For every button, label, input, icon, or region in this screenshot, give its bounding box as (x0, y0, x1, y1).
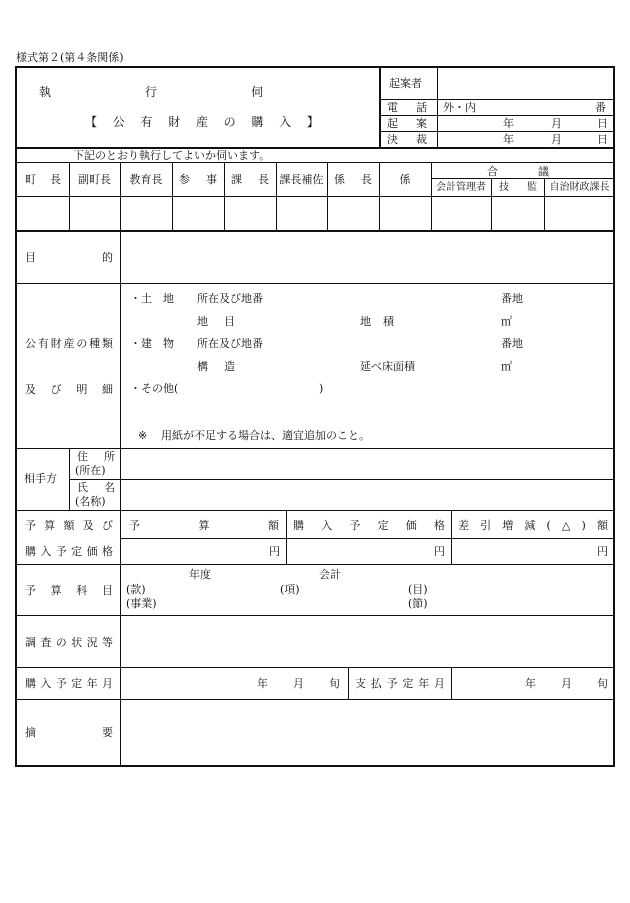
building-banchi: 番地 (501, 337, 523, 350)
stamp-kenkan: 技 監 (499, 182, 537, 193)
diff-header: 差 引 増 減 ( △ ) 額 (458, 519, 608, 532)
subject-jigyo: (事業) (126, 597, 157, 610)
purpose-label: 目 的 (25, 251, 113, 264)
subject-label: 予 算 科 目 (25, 584, 113, 597)
party-label: 相手方 (24, 472, 57, 485)
decision-nichi: 日 (597, 133, 608, 146)
draft-label: 起 案 (387, 117, 427, 130)
party-name: 氏 名 (77, 481, 115, 494)
draft-nichi: 日 (597, 117, 608, 130)
land-chiseki: 地 積 (360, 315, 394, 328)
land-m2: ㎡ (501, 315, 512, 328)
note-mark: ※ (138, 429, 148, 442)
draft-nen: 年 (503, 117, 514, 130)
subject-kan: (款) (126, 583, 146, 596)
stamp-kaikei: 会計管理者 (436, 182, 486, 193)
building-m2: ㎡ (501, 360, 512, 373)
subject-kou: (項) (280, 583, 300, 596)
stamp-kakaricho: 係 長 (334, 173, 372, 186)
pay-gatsu: 月 (561, 677, 572, 690)
stamp-jichi: 自治財政課長 (549, 182, 610, 193)
subject-setsu: (節) (408, 597, 428, 610)
decision-label: 決 裁 (387, 133, 427, 146)
planned-yen: 円 (434, 545, 445, 558)
planned-price-header: 購 入 予 定 価 格 (293, 519, 445, 532)
decision-gatsu: 月 (551, 133, 562, 146)
note-text: 用紙が不足する場合は、適宜追加のこと。 (161, 429, 370, 442)
party-name-sub: (名称) (75, 495, 106, 508)
subject-moku: (目) (408, 583, 428, 596)
building-kozo: 構 造 (197, 360, 235, 373)
stamp-sanji: 参 事 (179, 173, 217, 186)
budget-yen: 円 (269, 545, 280, 558)
budget-amount-header: 予 算 額 (129, 519, 279, 532)
stamp-aigi: 合 議 (487, 165, 549, 178)
stamp-kakari: 係 (399, 173, 411, 186)
pay-jun: 旬 (597, 677, 608, 690)
stamp-kachohosa: 課長補佐 (279, 173, 324, 186)
stamp-cho: 町 長 (25, 173, 61, 186)
decision-nen: 年 (503, 133, 514, 146)
building-label: ・建 物 (130, 337, 174, 350)
stamp-fukucho: 副町長 (78, 173, 111, 186)
land-chimoku: 地 目 (197, 315, 235, 328)
party-address: 住 所 (77, 450, 115, 463)
form-label: 様式第２(第４条関係) (16, 51, 124, 64)
land-banchi: 番地 (501, 292, 523, 305)
survey-label: 調 査 の 状 況 等 (25, 636, 113, 649)
phone-ban: 番 (595, 101, 606, 114)
land-label: ・土 地 (130, 292, 174, 305)
other-close: ) (319, 382, 324, 395)
draft-gatsu: 月 (551, 117, 562, 130)
phone-label: 電 話 (387, 101, 427, 114)
title-subtitle: 【 公 有 財 産 の 購 入 】 (85, 115, 319, 129)
budget-label-2: 購 入 予 定 価 格 (25, 545, 113, 558)
property-label-1: 公 有 財 産 の 種 類 (25, 337, 113, 350)
purchase-gatsu: 月 (293, 677, 304, 690)
diff-yen: 円 (597, 545, 608, 558)
drafter-label: 起案者 (389, 77, 422, 90)
stamp-kyoikucho: 教育長 (129, 173, 163, 186)
party-address-sub: (所在) (75, 464, 106, 477)
purchase-jun: 旬 (329, 677, 340, 690)
subject-kaikei: 会計 (319, 568, 341, 581)
form-frame (15, 66, 615, 767)
remarks-label: 摘 要 (25, 726, 113, 739)
purchase-month-label: 購 入 予 定 年 月 (25, 677, 113, 690)
pay-month-label: 支 払 予 定 年 月 (355, 677, 445, 690)
phone-ext: 外・内 (443, 101, 476, 114)
statement: 下記のとおり執行してよいか伺います。 (73, 149, 271, 162)
property-label-2: 及 び 明 細 (25, 383, 113, 396)
title-main: 執 行 伺 (39, 85, 263, 99)
land-location: 所在及び地番 (197, 292, 263, 305)
subject-nendo: 年度 (189, 568, 211, 581)
purchase-nen: 年 (257, 677, 268, 690)
other-label: ・その他( (130, 382, 179, 395)
pay-nen: 年 (525, 677, 536, 690)
stamp-kacho: 課 長 (231, 173, 269, 186)
building-location: 所在及び地番 (197, 337, 263, 350)
budget-label-1: 予 算 額 及 び (25, 519, 113, 532)
building-nobeyuka: 延べ床面積 (360, 360, 415, 373)
